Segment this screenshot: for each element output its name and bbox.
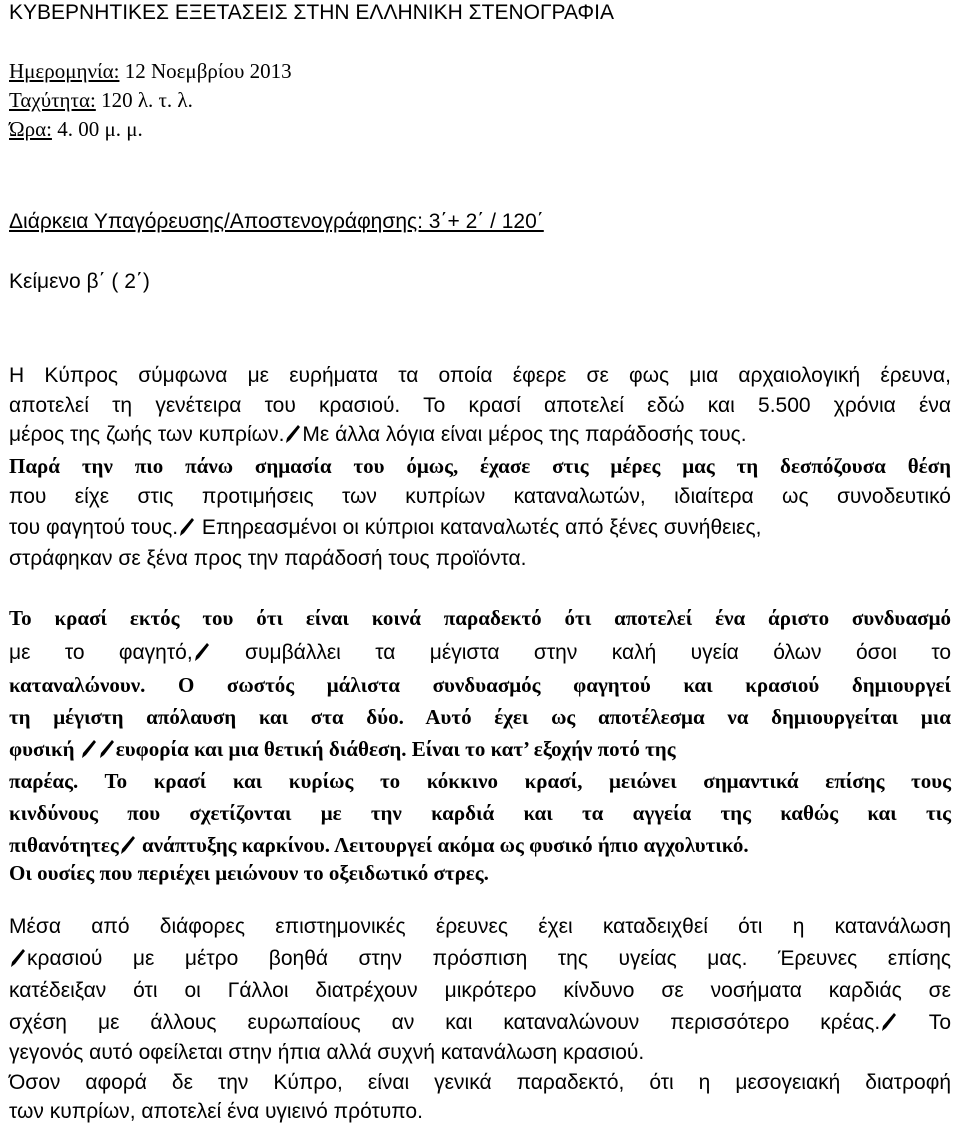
pencil-icon: [99, 739, 115, 759]
p1-line-6-a: του φαγητού τους.: [9, 516, 179, 539]
p1-line-2: αποτελεί τη γενέτειρα του κρασιού. Το κρασί αποτελεί εδώ και 5.500 χρόνια ένα: [9, 394, 951, 417]
p3-line-7: των κυπρίων, αποτελεί ένα υγιεινό πρότυπο.: [9, 1100, 423, 1123]
p2-line-2-b: συμβάλλει τα μέγιστα στην καλή υγεία όλων όσοι το: [210, 641, 951, 664]
p1-line-6: [9, 515, 761, 541]
p3-line-2: [9, 946, 951, 972]
p2-line-2-a: με το φαγητό,: [9, 641, 193, 664]
time-row: [9, 116, 143, 142]
time-label: Ώρα:: [9, 117, 52, 141]
p1-line-3: [9, 422, 747, 448]
p3-line-4-a: σχέση με άλλους ευρωπαίους αν και καταναλώνουν περισσότερο κρέας.: [9, 1011, 881, 1034]
p2-line-6: παρέας. Το κρασί και κυρίως το κόκκινο κρασί, μειώνει σημαντικά επίσης τους: [9, 769, 951, 793]
p1-line-4: Παρά την πιο πάνω σημασία του όμως, έχασε στις μέρες μας τη δεσπόζουσα θέση: [9, 454, 951, 478]
p2-line-5-b: ευφορία και μια θετική διάθεση. Είναι το κατ’ εξοχήν ποτό της: [115, 737, 676, 761]
p1-line-7: στράφηκαν σε ξένα προς την παράδοσή τους προϊόντα.: [9, 547, 527, 570]
pencil-icon: [194, 642, 210, 662]
pencil-icon: [81, 739, 97, 759]
exam-title: ΚΥΒΕΡΝΗΤΙΚΕΣ ΕΞΕΤΑΣΕΙΣ ΣΤΗΝ ΕΛΛΗΝΙΚΗ ΣΤΕΝΟΓΡΑΦΙΑ: [9, 1, 614, 24]
p2-line-5: [9, 736, 676, 762]
pencil-icon: [881, 1012, 897, 1032]
p3-line-1: Μέσα από διάφορες επιστημονικές έρευνες έχει καταδειχθεί ότι η κατανάλωση: [9, 915, 951, 938]
p2-line-7: κινδύνους που σχετίζονται με την καρδιά και τα αγγεία της καθώς και τις: [9, 801, 951, 825]
date-row: [9, 58, 292, 84]
p1-line-6-b: Επηρεασμένοι οι κύπριοι καταναλωτές από ξένες συνήθειες,: [196, 516, 762, 539]
p3-line-4: [9, 1010, 951, 1036]
p3-line-6: Όσον αφορά δε την Κύπρο, είναι γενικά παραδεκτό, ότι η μεσογειακή διατροφή: [9, 1071, 951, 1094]
p1-line-5: που είχε στις προτιμήσεις των κυπρίων καταναλωτών, ιδιαίτερα ως συνοδευτικό: [9, 485, 951, 508]
p3-line-3: κατέδειξαν ότι οι Γάλλοι διατρέχουν μικρότερο κίνδυνο σε νοσήματα καρδιάς σε: [9, 979, 951, 1002]
p2-line-3: καταναλώνουν. Ο σωστός μάλιστα συνδυασμός φαγητού και κρασιού δημιουργεί: [9, 673, 951, 697]
p1-line-3-a: μέρος της ζωής των κυπρίων.: [9, 423, 285, 446]
p2-line-9: Οι ουσίες που περιέχει μειώνουν το οξειδωτικό στρες.: [9, 861, 489, 885]
p2-line-2: [9, 640, 951, 666]
p2-line-8-a: πιθανότητες: [9, 833, 119, 857]
p3-line-5: γεγονός αυτό οφείλεται στην ήπια αλλά συχνή κατανάλωση κρασιού.: [9, 1041, 645, 1064]
p3-line-4-b: Το: [898, 1011, 951, 1034]
p3-line-2-b: κρασιού με μέτρο βοηθά στην πρόσπιση της υγείας μας. Έρευνες επίσης: [27, 947, 951, 970]
p2-line-8-b: ανάπτυξης καρκίνου. Λειτουργεί ακόμα ως φυσικό ήπιο αγχολυτικό.: [136, 833, 749, 857]
p2-line-4: τη μέγιστη απόλαυση και στα δύο. Αυτό έχει ως αποτέλεσμα να δημιουργείται μια: [9, 705, 951, 729]
pencil-icon: [285, 424, 301, 444]
pencil-icon: [120, 835, 136, 855]
pencil-icon: [10, 948, 26, 968]
p2-line-5-a: φυσική: [9, 737, 80, 761]
speed-value: 120 λ. τ. λ.: [95, 88, 193, 112]
date-label: Ημερομηνία:: [9, 59, 120, 83]
text-label: Κείμενο β΄ ( 2΄): [9, 270, 150, 293]
p2-line-1: Το κρασί εκτός του ότι είναι κοινά παραδεκτό ότι αποτελεί ένα άριστο συνδυασμό: [9, 606, 951, 630]
speed-row: [9, 87, 193, 113]
p1-line-3-b: Με άλλα λόγια είναι μέρος της παράδοσής τους.: [302, 423, 747, 446]
pencil-icon: [179, 517, 195, 537]
date-value: 12 Νοεμβρίου 2013: [119, 59, 292, 83]
speed-label: Ταχύτητα:: [9, 88, 96, 112]
p2-line-8: [9, 832, 749, 858]
time-value: 4. 00 μ. μ.: [51, 117, 143, 141]
p1-line-1: Η Κύπρος σύμφωνα με ευρήματα τα οποία έφερε σε φως μια αρχαιολογική έρευνα,: [9, 364, 951, 387]
duration-line: Διάρκεια Υπαγόρευσης/Αποστενογράφησης: 3΄+ 2΄ / 120΄: [9, 210, 544, 233]
